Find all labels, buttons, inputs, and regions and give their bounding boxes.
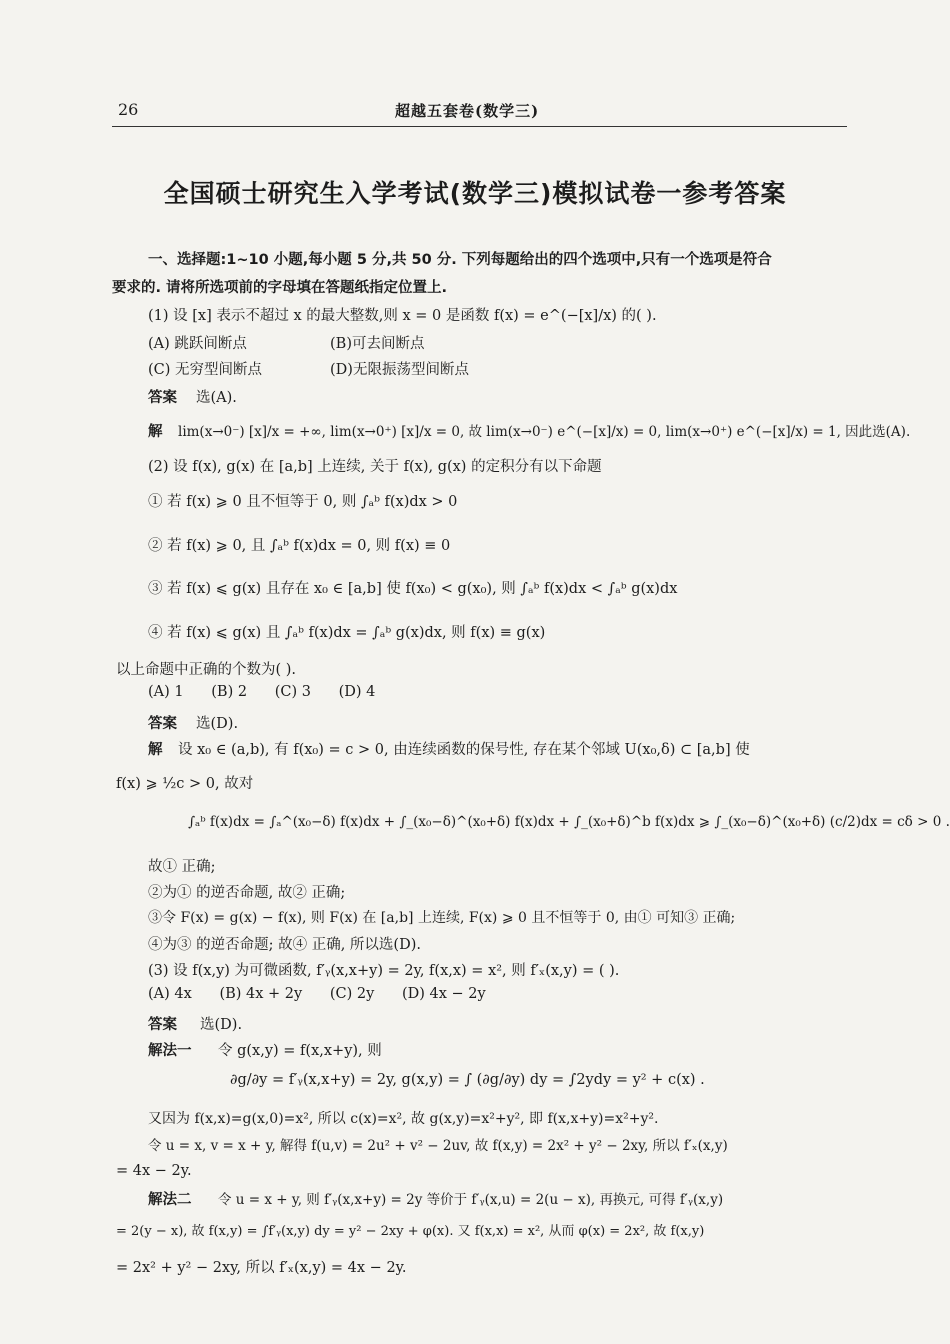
q2-stem: (2) 设 f(x), g(x) 在 [a,b] 上连续, 关于 f(x), g(x) 的定积分有以下命题 [148, 459, 602, 475]
q3-answer-label: 答案 [148, 1017, 177, 1033]
q3-method2-label: 解法二 [148, 1192, 192, 1208]
q2-solution-label: 解 [148, 742, 163, 758]
q3-method2-line3: = 2x² + y² − 2xy, 所以 f′ₓ(x,y) = 4x − 2y. [116, 1260, 407, 1276]
q1-stem: (1) 设 [x] 表示不超过 x 的最大整数,则 x = 0 是函数 f(x) = e^(−[x]/x) 的( ). [148, 308, 657, 324]
q2-proposition-4: ④ 若 f(x) ⩽ g(x) 且 ∫ₐᵇ f(x)dx = ∫ₐᵇ g(x)dx, 则 f(x) ≡ g(x) [148, 625, 546, 641]
q2-solution-line1: 设 x₀ ∈ (a,b), 有 f(x₀) = c > 0, 由连续函数的保号性, 存在某个邻域 U(x₀,δ) ⊂ [a,b] 使 [178, 742, 750, 758]
q2-proposition-1: ① 若 f(x) ⩾ 0 且不恒等于 0, 则 ∫ₐᵇ f(x)dx > 0 [148, 494, 458, 510]
q2-proposition-2: ② 若 f(x) ⩾ 0, 且 ∫ₐᵇ f(x)dx = 0, 则 f(x) ≡ 0 [148, 538, 451, 554]
q2-conclusion-4: ④为③ 的逆否命题; 故④ 正确, 所以选(D). [148, 937, 421, 953]
page-number: 26 [118, 100, 139, 119]
q2-formula: ∫ₐᵇ f(x)dx = ∫ₐ^(x₀−δ) f(x)dx + ∫_(x₀−δ)^(x₀+δ) f(x)dx + ∫_(x₀+δ)^b f(x)dx ⩾ ∫_(x₀−δ)^(x₀+δ) (c/2)dx = cδ > 0 . [188, 814, 950, 830]
q1-option-b: (B)可去间断点 [330, 336, 425, 352]
q3-method2-line2: = 2(y − x), 故 f(x,y) = ∫f′ᵧ(x,y) dy = y² − 2xy + φ(x). 又 f(x,x) = x², 从而 φ(x) = 2x², 故 f(x,y) [116, 1224, 705, 1239]
q1-answer-label: 答案 [148, 390, 177, 406]
q1-answer: 选(A). [196, 390, 237, 406]
q2-options: (A) 1 (B) 2 (C) 3 (D) 4 [148, 684, 376, 700]
section-intro-line2: 要求的. 请将所选项前的字母填在答题纸指定位置上. [112, 280, 448, 296]
q2-answer: 选(D). [196, 716, 239, 732]
q2-question: 以上命题中正确的个数为( ). [116, 662, 297, 678]
q3-method2-line1: 令 u = x + y, 则 f′ᵧ(x,x+y) = 2y 等价于 f′ᵧ(x,u) = 2(u − x), 再换元, 可得 f′ᵧ(x,y) [218, 1192, 724, 1208]
q1-option-d: (D)无限振荡型间断点 [330, 362, 469, 378]
q2-conclusion-2: ②为① 的逆否命题, 故② 正确; [148, 885, 346, 901]
running-header: 超越五套卷(数学三) [395, 102, 540, 120]
q3-method1-line2: 又因为 f(x,x)=g(x,0)=x², 所以 c(x)=x², 故 g(x,y)=x²+y², 即 f(x,x+y)=x²+y². [148, 1111, 659, 1127]
q1-solution-label: 解 [148, 424, 163, 440]
page-title: 全国硕士研究生入学考试(数学三)模拟试卷一参考答案 [163, 179, 787, 208]
q3-method1-formula: ∂g/∂y = f′ᵧ(x,x+y) = 2y, g(x,y) = ∫ (∂g/∂y) dy = ∫2ydy = y² + c(x) . [230, 1072, 705, 1088]
section-intro-line1: 一、选择题:1~10 小题,每小题 5 分,共 50 分. 下列每题给出的四个选项中,只有一个选项是符合 [148, 252, 772, 268]
q3-method1-line4: = 4x − 2y. [116, 1163, 192, 1179]
q3-method1-label: 解法一 [148, 1043, 192, 1059]
q2-answer-label: 答案 [148, 716, 177, 732]
q1-option-a: (A) 跳跃间断点 [148, 336, 247, 352]
q1-option-c: (C) 无穷型间断点 [148, 362, 263, 378]
q1-solution: lim(x→0⁻) [x]/x = +∞, lim(x→0⁺) [x]/x = 0, 故 lim(x→0⁻) e^(−[x]/x) = 0, lim(x→0⁺) e^(−[x]/x) = 1, 因此选(A). [178, 424, 911, 440]
q2-conclusion-1: 故① 正确; [148, 859, 216, 875]
q3-options: (A) 4x (B) 4x + 2y (C) 2y (D) 4x − 2y [148, 986, 486, 1002]
q2-proposition-3: ③ 若 f(x) ⩽ g(x) 且存在 x₀ ∈ [a,b] 使 f(x₀) < g(x₀), 则 ∫ₐᵇ f(x)dx < ∫ₐᵇ g(x)dx [148, 581, 678, 597]
q2-solution-line2: f(x) ⩾ ½c > 0, 故对 [116, 776, 254, 792]
q3-method1-line1: 令 g(x,y) = f(x,x+y), 则 [218, 1043, 382, 1059]
q3-method1-line3: 令 u = x, v = x + y, 解得 f(u,v) = 2u² + v² − 2uv, 故 f(x,y) = 2x² + y² − 2xy, 所以 f′ₓ(x,y) [148, 1138, 728, 1154]
header-rule [112, 126, 847, 127]
q3-answer: 选(D). [200, 1017, 243, 1033]
q2-conclusion-3: ③令 F(x) = g(x) − f(x), 则 F(x) 在 [a,b] 上连续, F(x) ⩾ 0 且不恒等于 0, 由① 可知③ 正确; [148, 910, 736, 926]
q3-stem: (3) 设 f(x,y) 为可微函数, f′ᵧ(x,x+y) = 2y, f(x,x) = x², 则 f′ₓ(x,y) = ( ). [148, 963, 620, 979]
